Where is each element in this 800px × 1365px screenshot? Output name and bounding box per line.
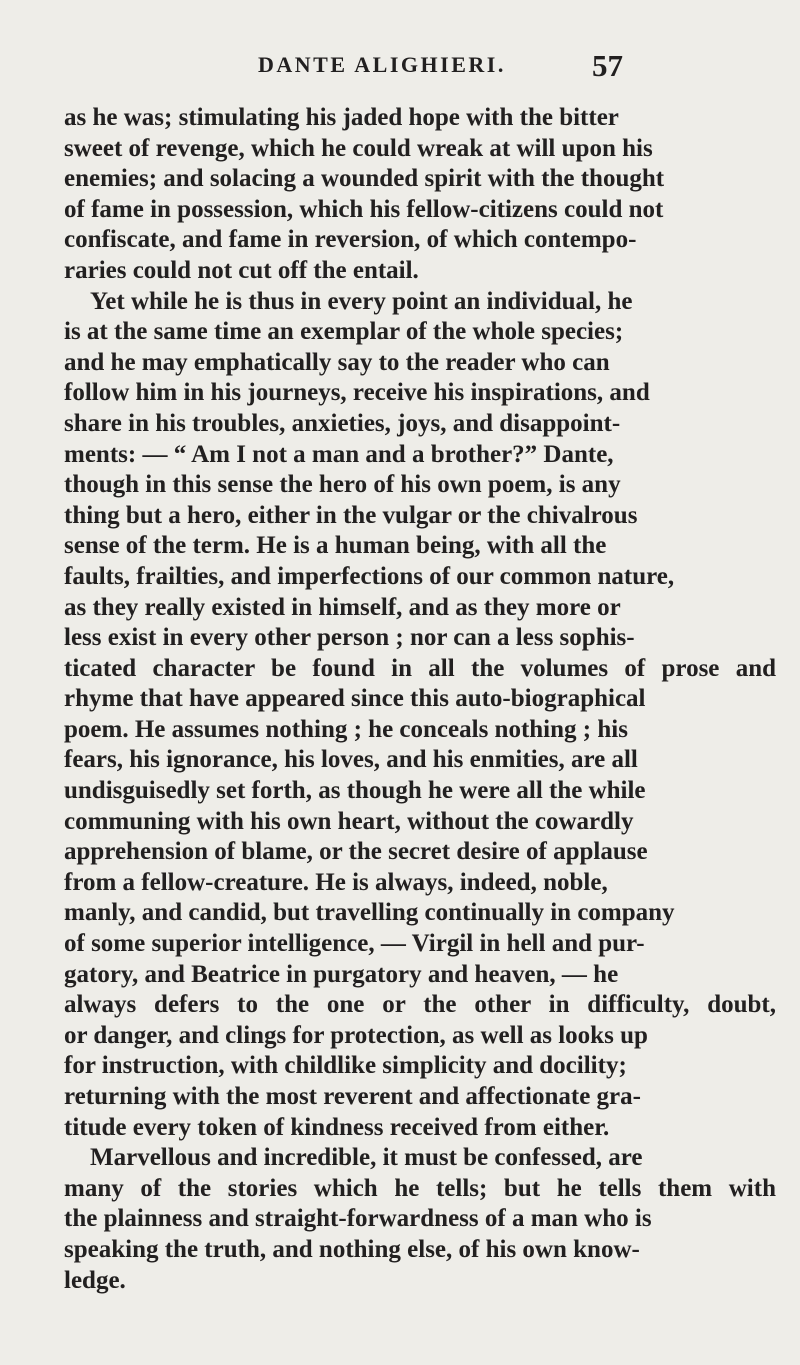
text-line: returning with the most reverent and affectionate gra- — [64, 1083, 641, 1110]
text-line: raries could not cut off the entail. — [64, 256, 419, 284]
text-line: less exist in every other person ; nor can a less sophis- — [64, 624, 635, 652]
text-line: confiscate, and fame in reversion, of which contempo- — [64, 226, 637, 254]
text-line: though in this sense the hero of his own poem, is any — [64, 471, 621, 499]
text-line: poem. He assumes nothing ; he conceals nothing ; his — [64, 715, 628, 743]
text-line: ticated character be found in all the volumes of prose and — [64, 654, 776, 682]
text-line: Yet while he is thus in every point an individual, he — [90, 287, 633, 315]
text-line: thing but a hero, either in the vulgar or the chivalrous — [64, 501, 638, 529]
text-line: undisguisedly set forth, as though he were all the while — [64, 777, 646, 805]
text-line: sense of the term. He is a human being, with all the — [64, 532, 607, 560]
text-line: share in his troubles, anxieties, joys, and disappoint- — [64, 409, 621, 437]
text-line: titude every token of kindness received from either. — [64, 1113, 610, 1141]
text-line: faults, frailties, and imperfections of our common nature, — [64, 562, 675, 590]
text-line: communing with his own heart, without the cowardly — [64, 807, 634, 835]
paragraph-2 — [64, 287, 776, 1144]
text-line: of fame in possession, which his fellow-citizens could not — [64, 195, 664, 223]
text-line: manly, and candid, but travelling continually in company — [64, 899, 675, 927]
text-line: always defers to the one or the other in difficulty, doubt, — [64, 991, 776, 1019]
text-line: follow him in his journeys, receive his inspirations, and — [64, 379, 650, 407]
text-line: as he was; stimulating his jaded hope with the bitter — [64, 104, 619, 131]
paragraph-3 — [64, 1143, 776, 1296]
text-line: and he may emphatically say to the reader who can — [64, 348, 610, 376]
running-title: DANTE ALIGHIERI. — [258, 52, 506, 77]
text-line: Marvellous and incredible, it must be confessed, are — [90, 1144, 643, 1172]
text-line: of some superior intelligence, — Virgil in hell and pur- — [64, 930, 645, 958]
text-line: apprehension of blame, or the secret desire of applause — [64, 838, 648, 866]
body-text — [64, 103, 776, 1296]
paragraph-1 — [64, 103, 776, 287]
text-line: fears, his ignorance, his loves, and his enmities, are all — [64, 746, 638, 774]
running-head — [0, 48, 800, 84]
text-line: many of the stories which he tells; but he tells them with — [64, 1174, 776, 1202]
text-line: speaking the truth, and nothing else, of his own know- — [64, 1235, 640, 1263]
page-number: 57 — [592, 48, 623, 83]
text-line: gatory, and Beatrice in purgatory and heaven, — he — [64, 960, 619, 988]
text-line: sweet of revenge, which he could wreak at will upon his — [64, 134, 653, 162]
text-line: from a fellow-creature. He is always, indeed, noble, — [64, 868, 608, 896]
text-line: as they really existed in himself, and as they more or — [64, 593, 621, 621]
text-line: ledge. — [64, 1266, 126, 1294]
text-line: rhyme that have appeared since this auto-biographical — [64, 685, 646, 713]
text-line: is at the same time an exemplar of the whole species; — [64, 318, 624, 346]
text-line: for instruction, with childlike simplicity and docility; — [64, 1052, 627, 1080]
text-line: or danger, and clings for protection, as well as looks up — [64, 1021, 648, 1049]
text-line: enemies; and solacing a wounded spirit with the thought — [64, 165, 665, 193]
text-line: ments: — “ Am I not a man and a brother?” Dante, — [64, 440, 614, 468]
text-line: the plainness and straight-forwardness of a man who is — [64, 1205, 652, 1233]
